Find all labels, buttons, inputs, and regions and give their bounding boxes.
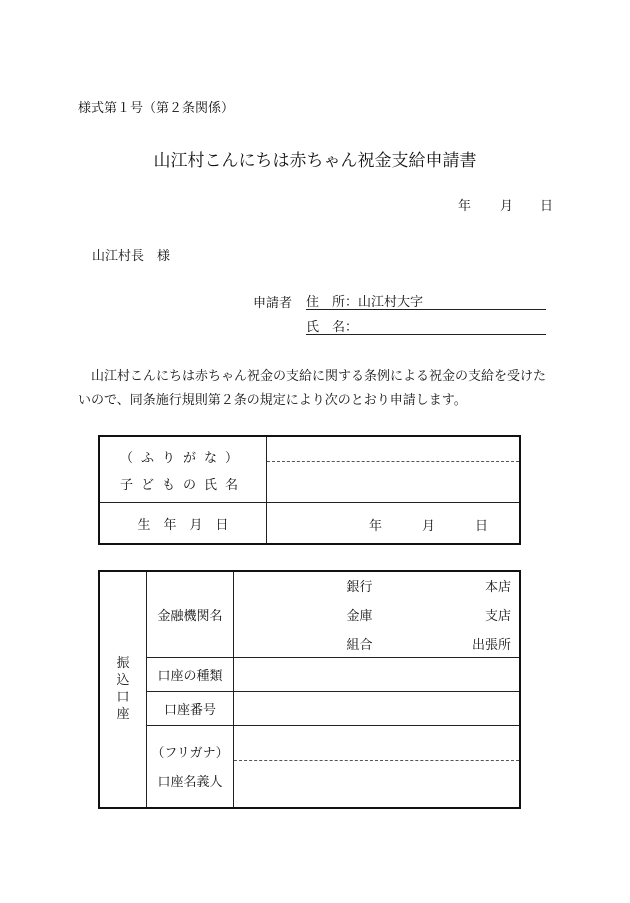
bank-type-union: 組合 (346, 637, 373, 653)
bank-account-table (98, 570, 521, 809)
birth-date-input-cell[interactable] (267, 503, 521, 545)
account-type-input[interactable] (234, 657, 521, 691)
institution-label: 金融機関名 (157, 608, 223, 624)
date-year-label: 年 (458, 199, 472, 214)
applicant-label: 申請者 (253, 296, 293, 311)
institution-label-cell (147, 571, 234, 657)
date-month-label: 月 (500, 199, 514, 214)
furigana-label: （ふりがな） (119, 450, 246, 466)
account-type-label: 口座の種類 (157, 668, 223, 684)
child-name-input[interactable] (267, 462, 519, 502)
account-number-label-cell (147, 691, 234, 725)
birth-month-label: 月 (422, 519, 436, 534)
child-info-table (98, 435, 521, 545)
account-holder-input-cell[interactable] (234, 725, 521, 808)
statement-text: 山江村こんにちは赤ちゃん祝金の支給に関する条例による祝金の支給を受けたいので、同条施行規則第２条の規定により次のとおり申請します。 (78, 369, 547, 408)
address-label: 住 所： (306, 295, 359, 310)
holder-name-label: 口座名義人 (157, 775, 223, 790)
applicant-address-field[interactable] (306, 291, 546, 310)
account-number-label: 口座番号 (163, 702, 216, 718)
date-day-label: 日 (540, 199, 554, 214)
branch-type-main: 本店 (484, 579, 511, 595)
bank-type-bank: 銀行 (346, 579, 373, 595)
bank-type-shinkin: 金庫 (346, 608, 373, 624)
child-furigana-input[interactable] (267, 437, 519, 462)
holder-name-input[interactable] (234, 761, 519, 807)
child-name-label: 子どもの氏名 (119, 477, 246, 493)
form-number: 様式第１号（第２条関係） (78, 101, 235, 116)
child-name-label-cell (99, 436, 267, 503)
account-type-label-cell (147, 657, 234, 691)
transfer-account-section-label (99, 571, 147, 808)
section-char-4: 座 (116, 707, 130, 723)
holder-furigana-label: （フリガナ） (151, 746, 229, 761)
birth-date-label: 生 年 月 日 (137, 517, 229, 533)
section-char-2: 込 (116, 673, 130, 689)
holder-furigana-input[interactable] (234, 726, 519, 761)
birth-label-cell (99, 503, 267, 545)
child-name-input-cell[interactable] (267, 436, 521, 503)
section-char-3: 口 (116, 690, 130, 706)
account-number-input[interactable] (234, 691, 521, 725)
name-label: 氏 名： (306, 320, 359, 335)
section-char-1: 振 (116, 656, 130, 672)
address-value: 山江村大字 (358, 295, 424, 310)
application-statement (78, 365, 558, 413)
account-holder-label-cell (147, 725, 234, 808)
addressee: 山江村長 様 (92, 249, 171, 264)
branch-type-office: 出張所 (471, 637, 511, 653)
birth-year-label: 年 (369, 519, 383, 534)
birth-day-label: 日 (475, 519, 489, 534)
branch-type-branch: 支店 (484, 608, 511, 624)
page-title: 山江村こんにちは赤ちゃん祝金支給申請書 (153, 151, 477, 171)
applicant-name-field[interactable] (306, 316, 546, 335)
institution-input-cell[interactable] (234, 571, 521, 657)
